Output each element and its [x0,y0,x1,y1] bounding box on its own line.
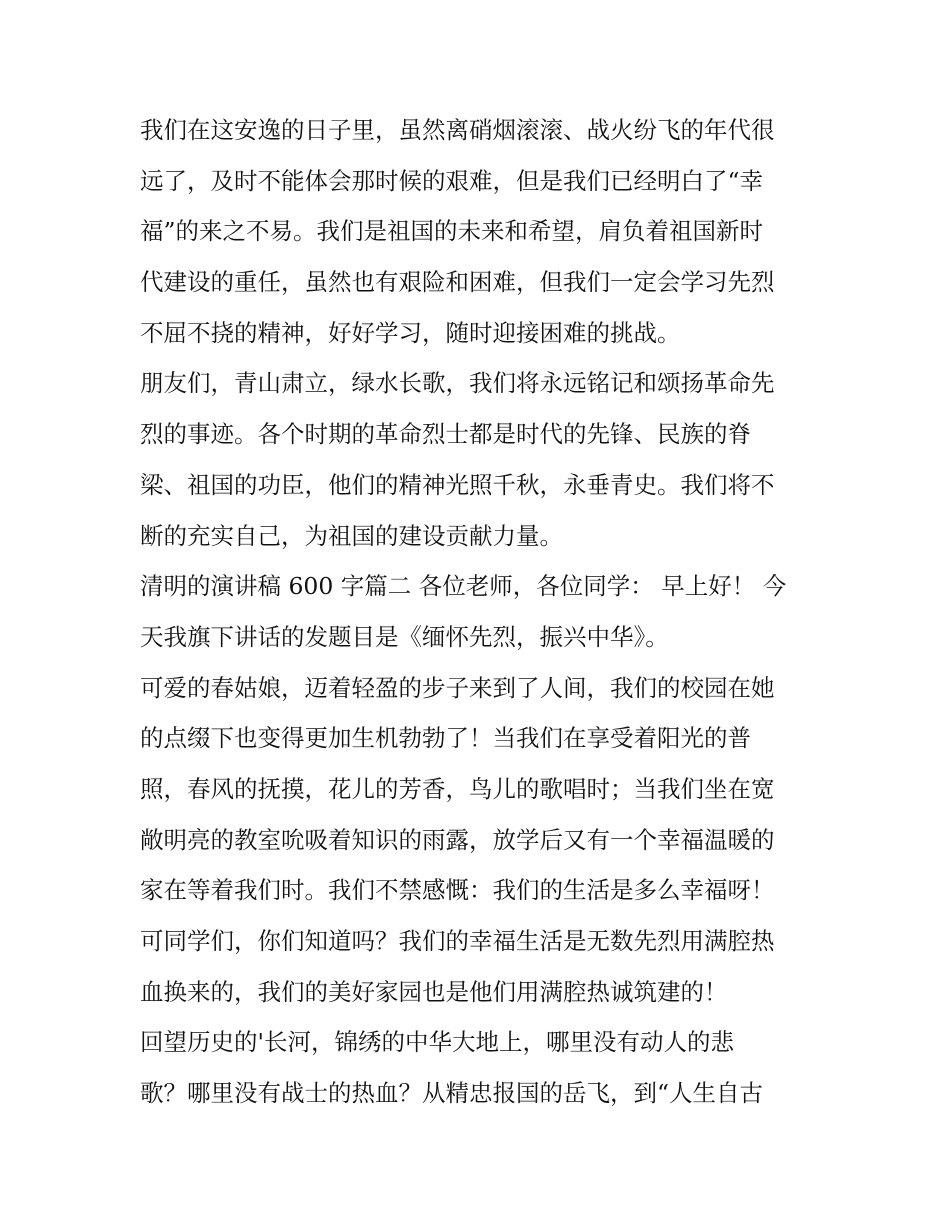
text-line: 天我旗下讲话的发题目是《缅怀先烈，振兴中华》。 [140,622,669,651]
text-line: 血换来的，我们的美好家园也是他们用满腔热诚筑建的！ [140,977,728,1006]
text-line: 烈的事迹。各个时期的革命烈士都是时代的先锋、民族的脊 [140,420,751,449]
text-line: 断的充实自己，为祖国的建设贡献力量。 [140,521,563,550]
text-line: 清明的演讲稿 600 字篇二 各位老师，各位同学： 早上好！ 今 [140,572,787,601]
text-line: 我们在这安逸的日子里，虽然离硝烟滚滚、战火纷飞的年代很 [140,116,775,144]
text-line: 远了，及时不能体会那时候的艰难，但是我们已经明白了“幸 [140,166,764,195]
document-body [140,105,818,1119]
text-line: 敞明亮的教室吮吸着知识的雨露，放学后又有一个幸福温暖的 [140,825,775,854]
text-line: 歌？哪里没有战士的热血？从精忠报国的岳飞，到“人生自古 [140,1079,764,1108]
text-line: 可爱的春姑娘，迈着轻盈的步子来到了人间，我们的校园在她 [140,673,775,702]
text-line: 的点缀下也变得更加生机勃勃了！当我们在享受着阳光的普 [140,724,751,753]
text-line: 朋友们，青山肃立，绿水长歌，我们将永远铭记和颂扬革命先 [140,369,775,398]
text-line: 不屈不挠的精神，好好学习，随时迎接困难的挑战。 [140,318,681,347]
text-line: 家在等着我们时。我们不禁感慨：我们的生活是多么幸福呀！ [140,876,775,905]
text-line: 回望历史的'长河，锦绣的中华大地上，哪里没有动人的悲 [140,1028,734,1057]
text-line: 可同学们，你们知道吗？我们的幸福生活是无数先烈用满腔热 [140,927,775,955]
text-line: 福”的来之不易。我们是祖国的未来和希望，肩负着祖国新时 [140,217,764,246]
text-line: 梁、祖国的功臣，他们的精神光照千秋，永垂青史。我们将不 [140,470,775,499]
text-line: 照，春风的抚摸，花儿的芳香，鸟儿的歌唱时；当我们坐在宽 [140,774,775,803]
text-line: 代建设的重任，虽然也有艰险和困难，但我们一定会学习先烈 [140,268,775,297]
